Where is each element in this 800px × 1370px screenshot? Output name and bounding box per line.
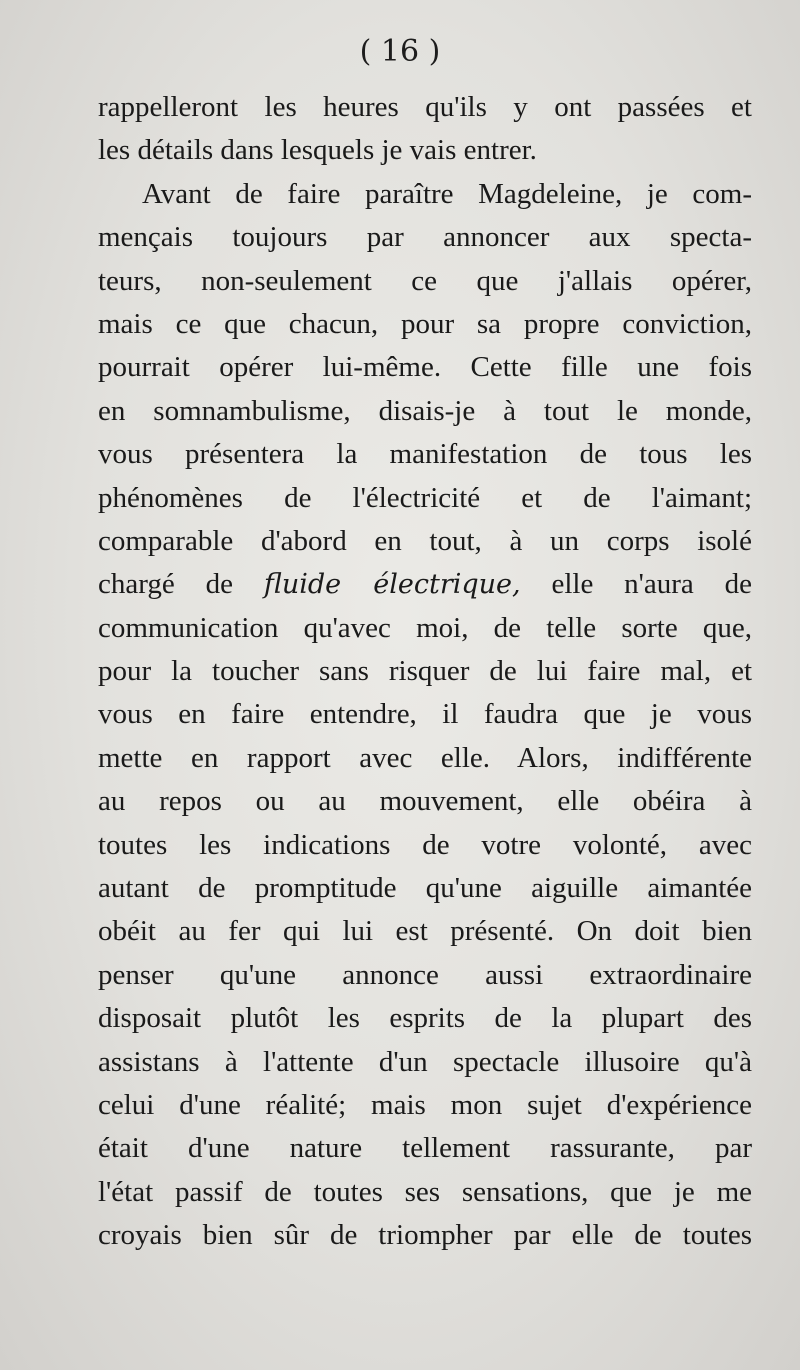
text-line: était d'une nature tellement rassurante, par <box>98 1132 752 1165</box>
body-text <box>98 86 752 1258</box>
text-line: mette en rapport avec elle. Alors, indifférente <box>98 741 752 774</box>
text-line: vous présentera la manifestation de tous les <box>98 438 752 471</box>
text-line: celui d'une réalité; mais mon sujet d'expérience <box>98 1088 752 1121</box>
text-line: l'état passif de toutes ses sensations, que je me <box>98 1175 752 1208</box>
text-line: communication qu'avec moi, de telle sorte que, <box>98 611 752 644</box>
text-line: comparable d'abord en tout, à un corps isolé <box>98 524 752 557</box>
text-line: au repos ou au mouvement, elle obéira à <box>98 785 752 818</box>
text-line: pour la toucher sans risquer de lui faire mal, et <box>98 655 752 688</box>
text-line: toutes les indications de votre volonté, avec <box>98 828 752 861</box>
text-line: mais ce que chacun, pour sa propre conviction, <box>98 307 752 340</box>
text-line: assistans à l'attente d'un spectacle illusoire qu'à <box>98 1045 752 1078</box>
text-line: vous en faire entendre, il faudra que je vous <box>98 698 752 731</box>
page-number: ( 16 ) <box>359 34 441 69</box>
text-line: croyais bien sûr de triompher par elle de toutes <box>98 1219 752 1252</box>
text-segment: elle n'aura de <box>520 568 753 601</box>
text-segment: chargé de <box>98 568 264 601</box>
text-line: penser qu'une annonce aussi extraordinaire <box>98 958 752 991</box>
text-line: rappelleront les heures qu'ils y ont passées et <box>98 91 752 123</box>
text-line: obéit au fer qui lui est présenté. On doit bien <box>98 915 752 948</box>
text-line: les détails dans lesquels je vais entrer. <box>98 134 537 167</box>
text-line: Avant de faire paraître Magdeleine, je com- <box>142 177 752 210</box>
text-line: en somnambulisme, disais-je à tout le monde, <box>98 394 752 427</box>
text-line: phénomènes de l'électricité et de l'aimant; <box>98 481 752 514</box>
italic-phrase: fluide électrique, <box>263 569 521 601</box>
text-line-with-italic <box>98 563 752 606</box>
text-line: pourrait opérer lui-même. Cette fille une fois <box>98 351 752 384</box>
text-line: mençais toujours par annoncer aux specta- <box>98 221 752 254</box>
text-line: teurs, non-seulement ce que j'allais opérer, <box>98 264 752 297</box>
text-line: disposait plutôt les esprits de la plupart des <box>98 1002 752 1035</box>
text-line: autant de promptitude qu'une aiguille aimantée <box>98 872 752 905</box>
